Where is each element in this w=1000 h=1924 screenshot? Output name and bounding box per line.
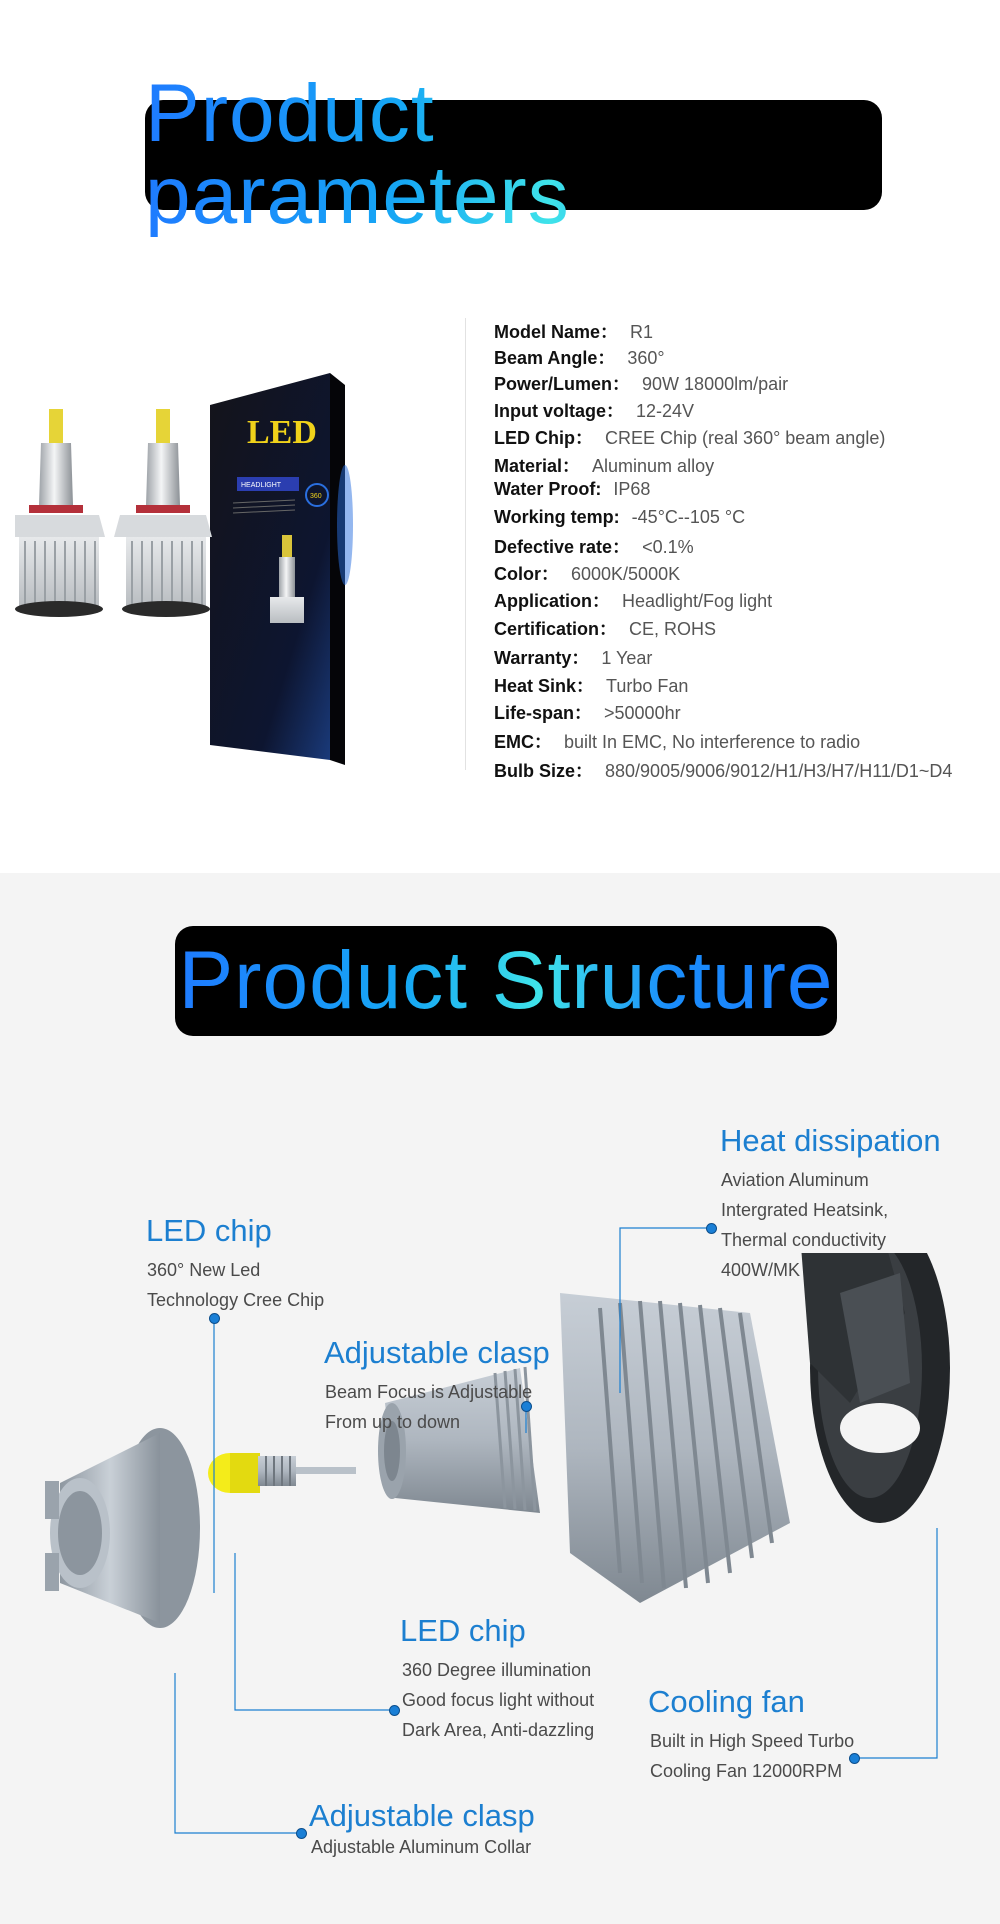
- heat-dissipation-title: Heat dissipation: [720, 1123, 941, 1158]
- spec-row: [494, 424, 885, 450]
- heat-dissipation-dot: [706, 1223, 717, 1234]
- cooling-fan-title: Cooling fan: [648, 1684, 805, 1719]
- spec-row: [494, 397, 694, 423]
- spec-label: Water Proof:: [494, 479, 602, 499]
- spec-value: -45°C--105 °C: [631, 507, 746, 527]
- spec-row: [494, 560, 680, 586]
- structure-title: Product Structure: [178, 935, 834, 1026]
- parameters-title: Product parameters: [145, 73, 882, 237]
- spec-divider: [465, 318, 466, 770]
- spec-row: [494, 370, 788, 396]
- structure-section: [0, 873, 1000, 1924]
- box-badge-text: 360: [310, 493, 322, 500]
- heat-dissipation-line: Aviation Aluminum: [721, 1170, 869, 1190]
- parameters-section: [0, 0, 1000, 873]
- spec-row: [494, 644, 652, 670]
- spec-row: [494, 615, 716, 641]
- heat-dissipation-line: 400W/MK: [721, 1260, 801, 1280]
- led-chip-top-title: LED chip: [146, 1213, 272, 1248]
- spec-row: [494, 344, 665, 370]
- spec-label: Certification：: [494, 619, 618, 639]
- spec-row: [494, 699, 681, 725]
- spec-row: [494, 479, 650, 500]
- spec-label: Beam Angle：: [494, 348, 616, 368]
- spec-value: IP68: [613, 479, 651, 499]
- spec-label: Power/Lumen：: [494, 374, 631, 394]
- spec-value: <0.1%: [642, 537, 694, 557]
- spec-value: Turbo Fan: [606, 676, 689, 696]
- parameters-title-box: [145, 68, 882, 241]
- spec-label: Defective rate：: [494, 537, 631, 557]
- spec-value: 880/9005/9006/9012/H1/H3/H7/H11/D1~D4: [605, 761, 953, 781]
- spec-label: Input voltage：: [494, 401, 624, 421]
- spec-value: 12-24V: [636, 401, 695, 421]
- spec-value: 90W 18000lm/pair: [642, 374, 789, 394]
- spec-label: Bulb Size：: [494, 761, 594, 781]
- led-chip-bottom-title: LED chip: [400, 1613, 526, 1648]
- spec-value: Aluminum alloy: [592, 456, 715, 476]
- spec-label: Warranty：: [494, 648, 590, 668]
- led-chip-top-line: 360° New Led: [147, 1260, 261, 1280]
- spec-row: [494, 507, 745, 528]
- spec-row: [494, 318, 653, 344]
- spec-value: CREE Chip (real 360° beam angle): [605, 428, 886, 448]
- spec-value: 1 Year: [601, 648, 653, 668]
- spec-label: Model Name：: [494, 322, 619, 342]
- led-chip-bottom-line: Dark Area, Anti-dazzling: [402, 1720, 595, 1740]
- adjustable-clasp-mid-title: Adjustable clasp: [324, 1335, 550, 1370]
- spec-label: EMC：: [494, 732, 552, 752]
- spec-label: LED Chip：: [494, 428, 593, 448]
- box-brand-text: LED: [247, 414, 317, 451]
- spec-value: R1: [630, 322, 654, 342]
- spec-value: Headlight/Fog light: [622, 591, 773, 611]
- led-chip-bottom-dot: [389, 1705, 400, 1716]
- spec-row: [494, 533, 694, 559]
- spec-row: [494, 757, 952, 783]
- spec-value: >50000hr: [604, 703, 681, 723]
- spec-label: Material：: [494, 456, 581, 476]
- adjustable-clasp-bottom-line: Adjustable Aluminum Collar: [311, 1837, 532, 1857]
- spec-row: [494, 728, 860, 754]
- heat-dissipation-line: Intergrated Heatsink,: [721, 1200, 889, 1220]
- led-chip-bottom-line: 360 Degree illumination: [402, 1660, 592, 1680]
- spec-row: [494, 672, 688, 698]
- adjustable-clasp-mid-line: From up to down: [325, 1412, 461, 1432]
- spec-value: 6000K/5000K: [571, 564, 681, 584]
- spec-row: [494, 587, 772, 613]
- spec-value: 360°: [627, 348, 665, 368]
- heat-dissipation-line: Thermal conductivity: [721, 1230, 887, 1250]
- adjustable-clasp-mid-line: Beam Focus is Adjustable: [325, 1382, 533, 1402]
- spec-value: built In EMC, No interference to radio: [564, 732, 861, 752]
- cooling-fan-line: Cooling Fan 12000RPM: [650, 1761, 843, 1781]
- spec-value: CE, ROHS: [629, 619, 717, 639]
- spec-label: Life-span：: [494, 703, 593, 723]
- led-chip-top-dot: [209, 1313, 220, 1324]
- led-chip-top-line: Technology Cree Chip: [147, 1290, 325, 1310]
- product-image: [15, 365, 455, 805]
- box-band-text: HEADLIGHT: [241, 482, 282, 489]
- adjustable-clasp-bottom-dot: [296, 1828, 307, 1839]
- led-chip-bottom-line: Good focus light without: [402, 1690, 595, 1710]
- spec-row: [494, 452, 714, 478]
- cooling-fan-dot: [849, 1753, 860, 1764]
- cooling-fan-line: Built in High Speed Turbo: [650, 1731, 855, 1751]
- adjustable-clasp-bottom-title: Adjustable clasp: [309, 1798, 535, 1833]
- spec-label: Working temp:: [494, 507, 620, 527]
- spec-label: Color：: [494, 564, 559, 584]
- spec-label: Heat Sink：: [494, 676, 595, 696]
- spec-label: Application：: [494, 591, 610, 611]
